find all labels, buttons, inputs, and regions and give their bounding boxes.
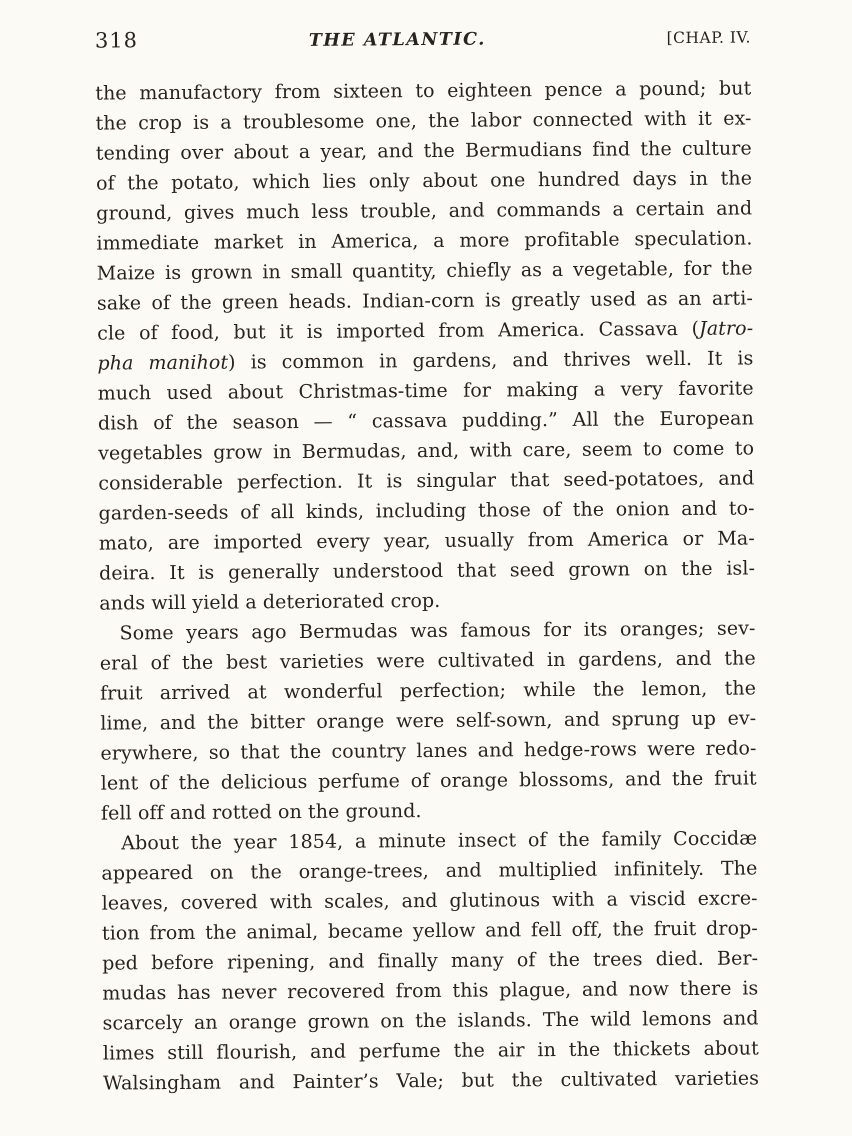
species-name-italic: Jatro- <box>698 317 754 340</box>
text-line: eral of the best varieties were cultivated in gardens, and the <box>99 647 756 675</box>
text-line: lime, and the bitter orange were self-sown, and sprung up ev- <box>100 707 757 735</box>
text-segment: ) is common in gardens, and thrives well. It is <box>228 347 754 374</box>
text-line: limes still flourish, and perfume the air in the thickets about <box>102 1037 759 1065</box>
text-line: dish of the season — “ cassava pudding.” All the European <box>97 407 754 435</box>
text-line: garden-seeds of all kinds, including those of the onion and to- <box>98 497 755 525</box>
text-line: much used about Christmas-time for making a very favorite <box>97 377 754 405</box>
page-text <box>95 73 759 1098</box>
text-line: appeared on the orange-trees, and multiplied infinitely. The <box>101 857 758 885</box>
page-number: 318 <box>94 28 139 53</box>
text-line: Walsingham and Painter’s Vale; but the cultivated varieties <box>103 1067 760 1095</box>
paragraph-crops <box>95 73 755 618</box>
text-line: mudas has never recovered from this plague, and now there is <box>102 977 759 1005</box>
text-line: tending over about a year, and the Bermudians find the culture <box>95 137 752 165</box>
species-name-italic: pha manihot <box>97 351 229 375</box>
text-line: scarcely an orange grown on the islands. The wild lemons and <box>102 1007 759 1035</box>
text-line: the crop is a troublesome one, the labor connected with it ex- <box>95 107 752 135</box>
text-line: immediate market in America, a more profitable speculation. <box>96 227 753 255</box>
text-line: sake of the green heads. Indian-corn is greatly used as an arti- <box>96 287 754 315</box>
scanned-text-area <box>95 23 759 1098</box>
text-line: vegetables grow in Bermudas, and, with care, seem to come to <box>98 437 755 465</box>
text-line: considerable perfection. It is singular that seed-potatoes, and <box>98 467 755 495</box>
text-line: erywhere, so that the country lanes and hedge-rows were redo- <box>100 737 757 765</box>
page-header <box>95 23 751 58</box>
text-line: leaves, covered with scales, and glutinous with a viscid excre- <box>101 887 758 915</box>
chapter-label: [CHAP. IV. <box>666 28 751 48</box>
text-line: ands will yield a deteriorated crop. <box>99 589 441 615</box>
text-line: of the potato, which lies only about one hundred days in the <box>95 167 753 195</box>
paragraph-blight <box>101 823 759 1098</box>
text-line: ground, gives much less trouble, and commands a certain and <box>96 197 753 225</box>
paragraph-oranges <box>99 613 757 828</box>
text-line: the manufactory from sixteen to eighteen pence a pound; but <box>95 77 752 105</box>
text-line: lent of the delicious perfume of orange blossoms, and the fruit <box>100 767 757 795</box>
text-line: mato, are imported every year, usually from America or Ma- <box>98 527 755 555</box>
text-line: tion from the animal, became yellow and fell off, the fruit drop- <box>101 917 758 945</box>
text-line: deira. It is generally understood that seed grown on the isl- <box>99 557 756 585</box>
text-line: ped before ripening, and finally many of the trees died. Ber- <box>102 947 759 975</box>
text-segment: cle of food, but it is imported from America. Cassava ( <box>97 317 700 345</box>
running-title: THE ATLANTIC. <box>308 29 486 51</box>
text-line: fell off and rotted on the ground. <box>100 800 422 825</box>
text-line: About the year 1854, a minute insect of the family Coccidæ <box>121 827 758 855</box>
text-line: Some years ago Bermudas was famous for its oranges; sev- <box>119 617 756 645</box>
text-line: Maize is grown in small quantity, chiefly as a vegetable, for the <box>96 257 753 285</box>
text-line: fruit arrived at wonderful perfection; while the lemon, the <box>99 677 757 705</box>
